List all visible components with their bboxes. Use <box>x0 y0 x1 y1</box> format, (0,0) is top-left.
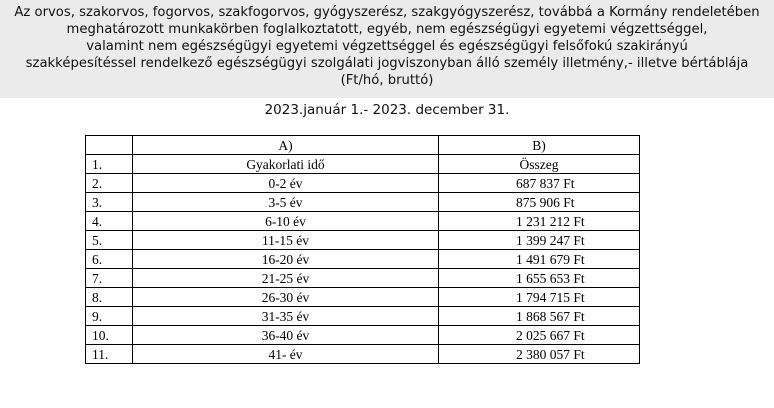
row-number: 8. <box>86 288 133 307</box>
row-number: 2. <box>86 174 133 193</box>
experience-range: 21-25 év <box>133 269 439 288</box>
salary-amount: 875 906 Ft <box>439 193 640 212</box>
validity-period: 2023.január 1.- 2023. december 31. <box>264 102 510 118</box>
column-letter-row <box>86 136 640 155</box>
table-row <box>86 174 640 193</box>
header-row <box>86 155 640 174</box>
column-header-experience: Gyakorlati idő <box>133 155 439 174</box>
salary-amount: 2 025 667 Ft <box>439 326 640 345</box>
corner-cell <box>86 136 133 155</box>
salary-amount: 1 655 653 Ft <box>439 269 640 288</box>
table-row <box>86 231 640 250</box>
experience-range: 41- év <box>133 345 439 364</box>
experience-range: 6-10 év <box>133 212 439 231</box>
row-number: 6. <box>86 250 133 269</box>
row-number: 9. <box>86 307 133 326</box>
header-line-4: szakképesítéssel rendelkező egészségügyi szolgálati jogviszonyban álló személy illetmény,- illetve bértáblája <box>25 56 749 71</box>
header-line-5: (Ft/hó, bruttó) <box>340 73 434 88</box>
table-row <box>86 288 640 307</box>
table-row <box>86 326 640 345</box>
salary-amount: 687 837 Ft <box>439 174 640 193</box>
salary-table <box>85 135 640 364</box>
header-line-2: meghatározott munkakörben foglalkoztatott, egyéb, nem egészségügyi egyetemi végzettséggel, <box>66 22 708 37</box>
row-number: 5. <box>86 231 133 250</box>
column-header-amount: Összeg <box>439 155 640 174</box>
table-row <box>86 269 640 288</box>
row-number: 11. <box>86 345 133 364</box>
experience-range: 3-5 év <box>133 193 439 212</box>
header-line-1: Az orvos, szakorvos, fogorvos, szakfogorvos, gyógyszerész, szakgyógyszerész, továbbá a Kormány rendeletében <box>14 5 760 20</box>
salary-amount: 1 399 247 Ft <box>439 231 640 250</box>
salary-amount: 1 794 715 Ft <box>439 288 640 307</box>
header-banner <box>0 0 774 98</box>
column-letter-a: A) <box>133 136 439 155</box>
table-row <box>86 345 640 364</box>
experience-range: 16-20 év <box>133 250 439 269</box>
row-number: 3. <box>86 193 133 212</box>
table-row <box>86 193 640 212</box>
salary-amount: 2 380 057 Ft <box>439 345 640 364</box>
row-number: 4. <box>86 212 133 231</box>
experience-range: 31-35 év <box>133 307 439 326</box>
experience-range: 0-2 év <box>133 174 439 193</box>
salary-amount: 1 868 567 Ft <box>439 307 640 326</box>
table-row <box>86 250 640 269</box>
table-row <box>86 307 640 326</box>
experience-range: 36-40 év <box>133 326 439 345</box>
column-letter-b: B) <box>439 136 640 155</box>
row-number: 10. <box>86 326 133 345</box>
salary-amount: 1 491 679 Ft <box>439 250 640 269</box>
row-number: 7. <box>86 269 133 288</box>
salary-amount: 1 231 212 Ft <box>439 212 640 231</box>
row-number: 1. <box>86 155 133 174</box>
header-line-3: valamint nem egészségügyi egyetemi végzettséggel és egészségügyi felsőfokú szakirányú <box>86 39 688 54</box>
table-row <box>86 212 640 231</box>
experience-range: 26-30 év <box>133 288 439 307</box>
experience-range: 11-15 év <box>133 231 439 250</box>
